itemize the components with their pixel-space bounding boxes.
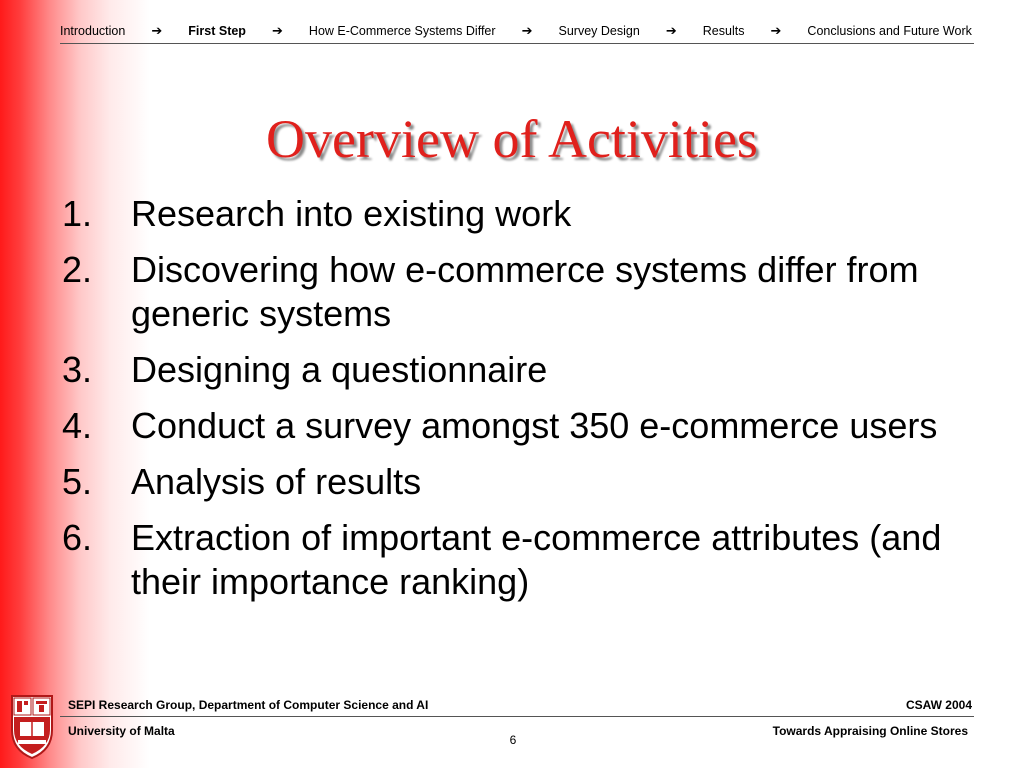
footer-group: SEPI Research Group, Department of Computer Science and AI — [68, 698, 429, 712]
slide-title: Overview of Activities — [266, 109, 758, 169]
breadcrumb-item-survey-design[interactable]: Survey Design — [558, 24, 640, 38]
item-text: Conduct a survey amongst 350 e-commerce users — [131, 405, 938, 446]
breadcrumb — [60, 20, 972, 42]
footer-divider — [60, 716, 974, 717]
item-number: 4. — [62, 405, 93, 446]
list-item — [62, 404, 942, 448]
item-number: 2. — [62, 249, 93, 290]
item-number: 1. — [62, 193, 93, 234]
arrow-right-icon: ➔ — [770, 23, 782, 38]
item-text: Research into existing work — [131, 193, 572, 234]
breadcrumb-item-how-ecommerce-differ[interactable]: How E-Commerce Systems Differ — [308, 24, 496, 38]
item-text: Extraction of important e-commerce attributes (and their importance ranking) — [131, 517, 942, 602]
item-text: Discovering how e-commerce systems differ from generic systems — [131, 249, 919, 334]
arrow-right-icon: ➔ — [271, 23, 283, 38]
footer-talk-title: Towards Appraising Online Stores — [772, 724, 968, 738]
page-number: 6 — [509, 733, 517, 747]
item-text: Analysis of results — [131, 461, 422, 502]
arrow-right-icon: ➔ — [521, 23, 533, 38]
header-divider — [60, 43, 974, 44]
breadcrumb-item-introduction[interactable]: Introduction — [60, 24, 126, 38]
list-item — [62, 248, 942, 336]
footer-conference: CSAW 2004 — [905, 698, 972, 712]
list-item — [62, 460, 942, 504]
arrow-right-icon: ➔ — [151, 23, 163, 38]
item-number: 3. — [62, 349, 93, 390]
footer-university: University of Malta — [68, 724, 175, 738]
breadcrumb-item-conclusions[interactable]: Conclusions and Future Work — [807, 24, 972, 38]
university-crest-icon — [8, 690, 56, 760]
arrow-right-icon: ➔ — [665, 23, 677, 38]
list-item — [62, 192, 942, 236]
item-number: 6. — [62, 517, 93, 558]
list-item — [62, 348, 942, 392]
activity-list — [62, 192, 942, 616]
item-text: Designing a questionnaire — [131, 349, 548, 390]
breadcrumb-item-results[interactable]: Results — [702, 24, 745, 38]
item-number: 5. — [62, 461, 93, 502]
list-item — [62, 516, 942, 604]
breadcrumb-item-first-step[interactable]: First Step — [188, 24, 246, 38]
